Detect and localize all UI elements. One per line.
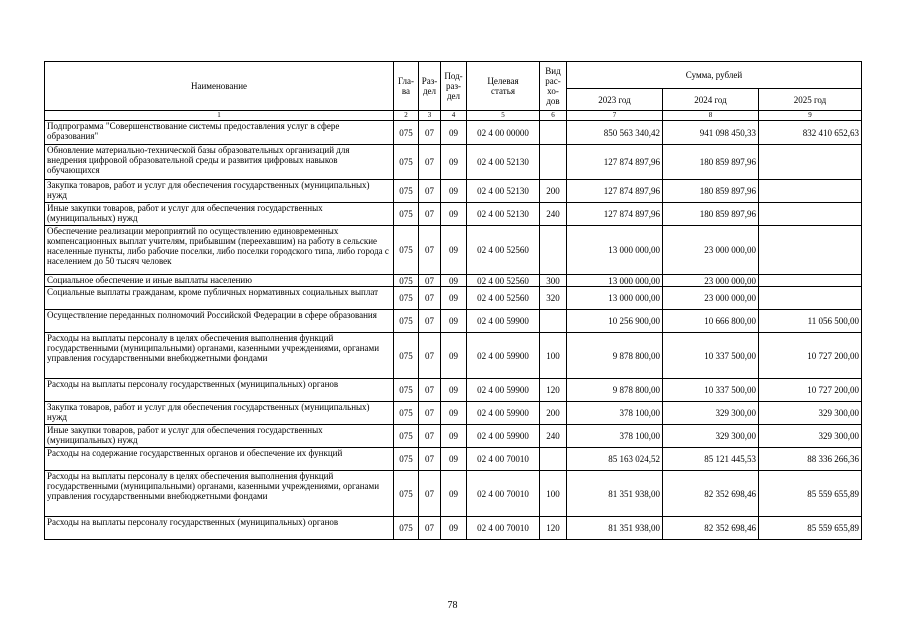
row-amount-2023: 378 100,00 xyxy=(567,425,663,448)
header-year-2025: 2025 год xyxy=(759,89,862,111)
header-row-1 xyxy=(45,62,862,89)
row-amount-2025: 85 559 655,89 xyxy=(759,471,862,517)
row-amount-2024: 180 859 897,96 xyxy=(663,145,759,180)
row-subsection: 09 xyxy=(441,471,467,517)
row-amount-2024: 85 121 445,53 xyxy=(663,448,759,471)
row-subsection: 09 xyxy=(441,275,467,287)
row-amount-2023: 81 351 938,00 xyxy=(567,471,663,517)
row-amount-2024: 82 352 698,46 xyxy=(663,471,759,517)
row-section: 07 xyxy=(419,145,441,180)
row-expense-type xyxy=(540,121,567,145)
row-expense-type: 200 xyxy=(540,180,567,203)
row-subsection: 09 xyxy=(441,402,467,425)
row-chapter: 075 xyxy=(394,402,419,425)
row-target: 02 4 00 00000 xyxy=(467,121,540,145)
table-row xyxy=(45,275,862,287)
row-amount-2023: 13 000 000,00 xyxy=(567,275,663,287)
row-amount-2025: 329 300,00 xyxy=(759,425,862,448)
row-subsection: 09 xyxy=(441,333,467,379)
col-num-4: 4 xyxy=(441,111,467,121)
col-num-7: 7 xyxy=(567,111,663,121)
row-section: 07 xyxy=(419,448,441,471)
row-name: Расходы на выплаты персоналу в целях обеспечения выполнения функций государственными (муниципальными) органами, казенными учреждениями, органами управления государственными внебюджетными фондами xyxy=(45,333,394,379)
row-expense-type xyxy=(540,226,567,275)
row-name: Расходы на выплаты персоналу в целях обеспечения выполнения функций государственными (муниципальными) органами, казенными учреждениями, органами управления государственными внебюджетными фондами xyxy=(45,471,394,517)
row-target: 02 4 00 70010 xyxy=(467,471,540,517)
row-expense-type: 200 xyxy=(540,402,567,425)
row-expense-type: 100 xyxy=(540,471,567,517)
row-name: Иные закупки товаров, работ и услуг для обеспечения государственных (муниципальных) нужд xyxy=(45,425,394,448)
table-row xyxy=(45,333,862,379)
header-chapter-label: Гла- ва xyxy=(397,76,414,96)
row-section: 07 xyxy=(419,471,441,517)
row-chapter: 075 xyxy=(394,203,419,226)
row-amount-2023: 127 874 897,96 xyxy=(567,145,663,180)
row-name: Обновление материально-технической базы образовательных организаций для внедрения цифровой образовательной среды и развития цифровых навыков обучающихся xyxy=(45,145,394,180)
row-chapter: 075 xyxy=(394,471,419,517)
row-amount-2024: 23 000 000,00 xyxy=(663,226,759,275)
row-amount-2023: 13 000 000,00 xyxy=(567,226,663,275)
table-row xyxy=(45,310,862,333)
row-expense-type: 320 xyxy=(540,287,567,310)
row-expense-type: 100 xyxy=(540,333,567,379)
row-expense-type: 120 xyxy=(540,379,567,402)
row-amount-2025 xyxy=(759,226,862,275)
row-expense-type: 300 xyxy=(540,275,567,287)
row-amount-2023: 81 351 938,00 xyxy=(567,517,663,540)
row-section: 07 xyxy=(419,310,441,333)
row-name: Социальные выплаты гражданам, кроме публичных нормативных социальных выплат xyxy=(45,287,394,310)
row-target: 02 4 00 52130 xyxy=(467,145,540,180)
header-subsection xyxy=(441,62,467,111)
row-expense-type xyxy=(540,310,567,333)
row-chapter: 075 xyxy=(394,145,419,180)
row-target: 02 4 00 52560 xyxy=(467,287,540,310)
header-name: Наименование xyxy=(45,62,394,111)
table-row xyxy=(45,145,862,180)
row-target: 02 4 00 52130 xyxy=(467,180,540,203)
row-target: 02 4 00 70010 xyxy=(467,517,540,540)
table-row xyxy=(45,448,862,471)
col-num-6: 6 xyxy=(540,111,567,121)
row-chapter: 075 xyxy=(394,121,419,145)
row-name: Закупка товаров, работ и услуг для обеспечения государственных (муниципальных) нужд xyxy=(45,180,394,203)
row-subsection: 09 xyxy=(441,180,467,203)
row-amount-2023: 850 563 340,42 xyxy=(567,121,663,145)
row-amount-2025: 10 727 200,00 xyxy=(759,333,862,379)
row-chapter: 075 xyxy=(394,180,419,203)
col-num-5: 5 xyxy=(467,111,540,121)
row-amount-2025: 85 559 655,89 xyxy=(759,517,862,540)
table-row xyxy=(45,425,862,448)
row-amount-2023: 378 100,00 xyxy=(567,402,663,425)
row-amount-2025 xyxy=(759,180,862,203)
row-amount-2025 xyxy=(759,287,862,310)
row-amount-2025: 11 056 500,00 xyxy=(759,310,862,333)
header-chapter xyxy=(394,62,419,111)
row-subsection: 09 xyxy=(441,145,467,180)
column-number-row xyxy=(45,111,862,121)
row-amount-2023: 13 000 000,00 xyxy=(567,287,663,310)
col-num-8: 8 xyxy=(663,111,759,121)
row-amount-2025: 88 336 266,36 xyxy=(759,448,862,471)
row-section: 07 xyxy=(419,226,441,275)
col-num-2: 2 xyxy=(394,111,419,121)
row-subsection: 09 xyxy=(441,226,467,275)
budget-table xyxy=(44,61,862,540)
row-expense-type: 240 xyxy=(540,203,567,226)
row-amount-2025: 10 727 200,00 xyxy=(759,379,862,402)
row-name: Осуществление переданных полномочий Российской Федерации в сфере образования xyxy=(45,310,394,333)
row-target: 02 4 00 52130 xyxy=(467,203,540,226)
row-target: 02 4 00 59900 xyxy=(467,402,540,425)
row-name: Иные закупки товаров, работ и услуг для обеспечения государственных (муниципальных) нужд xyxy=(45,203,394,226)
row-chapter: 075 xyxy=(394,287,419,310)
row-amount-2024: 82 352 698,46 xyxy=(663,517,759,540)
row-expense-type: 240 xyxy=(540,425,567,448)
row-amount-2024: 10 337 500,00 xyxy=(663,333,759,379)
row-name: Социальное обеспечение и иные выплаты населению xyxy=(45,275,394,287)
table-row xyxy=(45,517,862,540)
row-section: 07 xyxy=(419,180,441,203)
row-amount-2025 xyxy=(759,145,862,180)
row-amount-2024: 941 098 450,33 xyxy=(663,121,759,145)
table-row xyxy=(45,379,862,402)
row-chapter: 075 xyxy=(394,226,419,275)
row-amount-2024: 329 300,00 xyxy=(663,425,759,448)
table-row xyxy=(45,121,862,145)
row-subsection: 09 xyxy=(441,310,467,333)
col-num-9: 9 xyxy=(759,111,862,121)
header-year-2024: 2024 год xyxy=(663,89,759,111)
row-subsection: 09 xyxy=(441,379,467,402)
col-num-3: 3 xyxy=(419,111,441,121)
row-target: 02 4 00 52560 xyxy=(467,226,540,275)
row-subsection: 09 xyxy=(441,203,467,226)
row-target: 02 4 00 59900 xyxy=(467,310,540,333)
table-row xyxy=(45,203,862,226)
header-sum: Сумма, рублей xyxy=(567,62,862,89)
row-amount-2024: 10 337 500,00 xyxy=(663,379,759,402)
header-section xyxy=(419,62,441,111)
row-amount-2024: 180 859 897,96 xyxy=(663,180,759,203)
row-expense-type xyxy=(540,145,567,180)
row-name: Расходы на выплаты персоналу государственных (муниципальных) органов xyxy=(45,379,394,402)
row-amount-2025 xyxy=(759,203,862,226)
row-target: 02 4 00 59900 xyxy=(467,425,540,448)
header-section-label: Раз- дел xyxy=(421,76,438,96)
row-chapter: 075 xyxy=(394,333,419,379)
table-row xyxy=(45,471,862,517)
row-expense-type: 120 xyxy=(540,517,567,540)
row-target: 02 4 00 59900 xyxy=(467,333,540,379)
table-body xyxy=(45,121,862,540)
row-name: Обеспечение реализации мероприятий по осуществлению единовременных компенсационных выплат учителям, прибывшим (переехавшим) на работу в сельские населенные пункты, либо рабочие поселки, либо поселки городского типа, либо города с населением до 50 тысяч человек xyxy=(45,226,394,275)
header-year-2023: 2023 год xyxy=(567,89,663,111)
col-num-1: 1 xyxy=(45,111,394,121)
row-name: Расходы на выплаты персоналу государственных (муниципальных) органов xyxy=(45,517,394,540)
row-subsection: 09 xyxy=(441,448,467,471)
row-subsection: 09 xyxy=(441,517,467,540)
row-chapter: 075 xyxy=(394,379,419,402)
row-target: 02 4 00 52560 xyxy=(467,275,540,287)
row-chapter: 075 xyxy=(394,275,419,287)
table-row xyxy=(45,226,862,275)
row-name: Закупка товаров, работ и услуг для обеспечения государственных (муниципальных) нужд xyxy=(45,402,394,425)
row-amount-2023: 9 878 800,00 xyxy=(567,333,663,379)
row-amount-2023: 85 163 024,52 xyxy=(567,448,663,471)
row-section: 07 xyxy=(419,517,441,540)
row-name: Подпрограмма "Совершенствование системы предоставления услуг в сфере образования" xyxy=(45,121,394,145)
row-amount-2024: 23 000 000,00 xyxy=(663,275,759,287)
row-section: 07 xyxy=(419,287,441,310)
row-amount-2024: 180 859 897,96 xyxy=(663,203,759,226)
row-amount-2024: 23 000 000,00 xyxy=(663,287,759,310)
row-amount-2023: 10 256 900,00 xyxy=(567,310,663,333)
row-amount-2025: 329 300,00 xyxy=(759,402,862,425)
table-row xyxy=(45,287,862,310)
row-section: 07 xyxy=(419,203,441,226)
header-subsection-label: Под- раз- дел xyxy=(444,71,463,101)
row-expense-type xyxy=(540,448,567,471)
row-section: 07 xyxy=(419,379,441,402)
header-expense-type xyxy=(540,62,567,111)
row-amount-2024: 10 666 800,00 xyxy=(663,310,759,333)
row-section: 07 xyxy=(419,275,441,287)
row-chapter: 075 xyxy=(394,517,419,540)
row-chapter: 075 xyxy=(394,425,419,448)
row-section: 07 xyxy=(419,121,441,145)
row-amount-2025 xyxy=(759,275,862,287)
row-chapter: 075 xyxy=(394,448,419,471)
header-target-label: Целевая статья xyxy=(487,76,519,96)
table-row xyxy=(45,402,862,425)
row-name: Расходы на содержание государственных органов и обеспечение их функций xyxy=(45,448,394,471)
row-amount-2024: 329 300,00 xyxy=(663,402,759,425)
row-section: 07 xyxy=(419,333,441,379)
row-target: 02 4 00 59900 xyxy=(467,379,540,402)
row-amount-2023: 127 874 897,96 xyxy=(567,203,663,226)
row-subsection: 09 xyxy=(441,425,467,448)
row-section: 07 xyxy=(419,425,441,448)
row-subsection: 09 xyxy=(441,287,467,310)
row-chapter: 075 xyxy=(394,310,419,333)
page-number: 78 xyxy=(447,600,458,611)
row-amount-2023: 127 874 897,96 xyxy=(567,180,663,203)
row-amount-2025: 832 410 652,63 xyxy=(759,121,862,145)
header-target xyxy=(467,62,540,111)
table-row xyxy=(45,180,862,203)
row-amount-2023: 9 878 800,00 xyxy=(567,379,663,402)
row-target: 02 4 00 70010 xyxy=(467,448,540,471)
row-subsection: 09 xyxy=(441,121,467,145)
header-expense-type-label: Вид рас- хо- дов xyxy=(545,66,561,106)
row-section: 07 xyxy=(419,402,441,425)
